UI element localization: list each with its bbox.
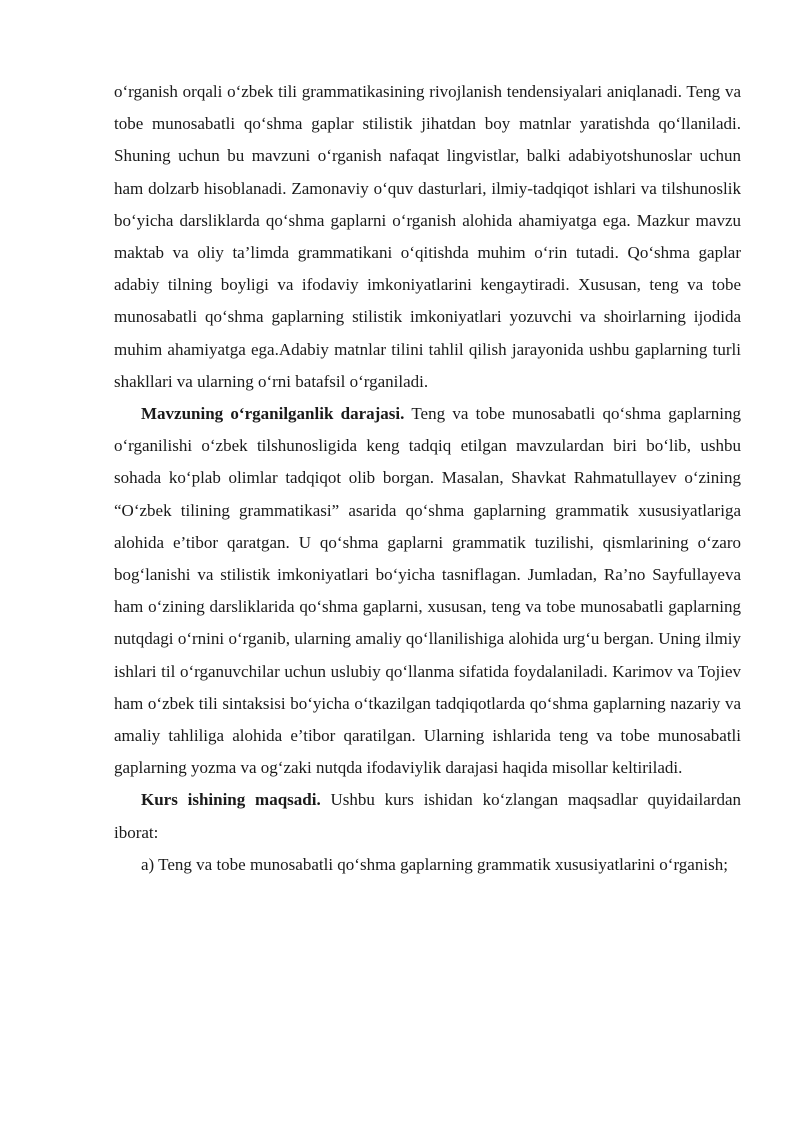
section-heading-study-level: Mavzuning o‘rganilganlik darajasi. — [141, 404, 405, 424]
paragraph-study-level — [114, 398, 741, 784]
paragraph-course-goal — [114, 784, 741, 848]
section-heading-course-goal: Kurs ishining maqsadi. — [141, 790, 321, 810]
paragraph-intro: o‘rganish orqali o‘zbek tili grammatikasining rivojlanish tendensiyalari aniqlanadi. Teng va tobe munosabatli qo‘shma gaplar stilistik jihatdan boy matnlar yaratishda qo‘llaniladi. Shuning uchun bu mavzuni o‘rganish nafaqat lingvistlar, balki adabiyotshunoslar uchun ham dolzarb hisoblanadi. Zamonaviy o‘quv dasturlari, ilmiy-tadqiqot ishlari va tilshunoslik bo‘yicha darsliklarda qo‘shma gaplarni o‘rganish alohida ahamiyatga ega. Mazkur mavzu maktab va oliy ta’limda grammatikani o‘qitishda muhim o‘rin tutadi. Qo‘shma gaplar adabiy tilning boyligi va ifodaviy imkoniyatlarini kengaytiradi. Xususan, teng va tobe munosabatli qo‘shma gaplarning stilistik imkoniyatlari yozuvchi va shoirlarning ijodida muhim ahamiyatga ega.Adabiy matnlar tilini tahlil qilish jarayonida ushbu gaplarning turli shakllari va ularning o‘rni batafsil o‘rganiladi. — [114, 82, 741, 391]
list-item-a: a) Teng va tobe munosabatli qo‘shma gaplarning grammatik xususiyatlarini o‘rganish; — [141, 854, 728, 874]
paragraph-study-level-text: Teng va tobe munosabatli qo‘shma gaplarning o‘rganilishi o‘zbek tilshunosligida keng tadqiq etilgan mavzulardan biri bo‘lib, ushbu sohada ko‘plab olimlar tadqiqot olib borgan. Masalan, Shavkat Rahmatullayev o‘zining “O‘zbek tilining grammatikasi” asarida qo‘shma gaplarning grammatik xususiyatlariga alohida e’tibor qaratgan. U qo‘shma gaplarni grammatik tuzilishi, qismlarining o‘zaro bog‘lanishi va stilistik imkoniyatlari bo‘yicha tasniflagan. Jumladan, Ra’no Sayfullayeva ham o‘zining darsliklarida qo‘shma gaplarni, xususan, teng va tobe munosabatli gaplarning nutqdagi o‘rnini o‘rganib, ularning amaliy qo‘llanilishiga alohida urg‘u bergan. Uning ilmiy ishlari til o‘rganuvchilar uchun uslubiy qo‘llanma sifatida foydalaniladi. Karimov va Tojiev ham o‘zbek tili sintaksisi bo‘yicha o‘tkazilgan tadqiqotlarda qo‘shma gaplarning nazariy va amaliy tahliliga alohida e’tibor qaratilgan. Ularning ishlarida teng va tobe munosabatli gaplarning yozma va og‘zaki nutqda ifodaviylik darajasi haqida misollar keltiriladi. — [114, 404, 742, 778]
paragraph-course-goal-text: Ushbu kurs ishidan ko‘zlangan maqsadlar quyidailardan iborat: — [114, 790, 741, 842]
document-page — [114, 76, 741, 881]
